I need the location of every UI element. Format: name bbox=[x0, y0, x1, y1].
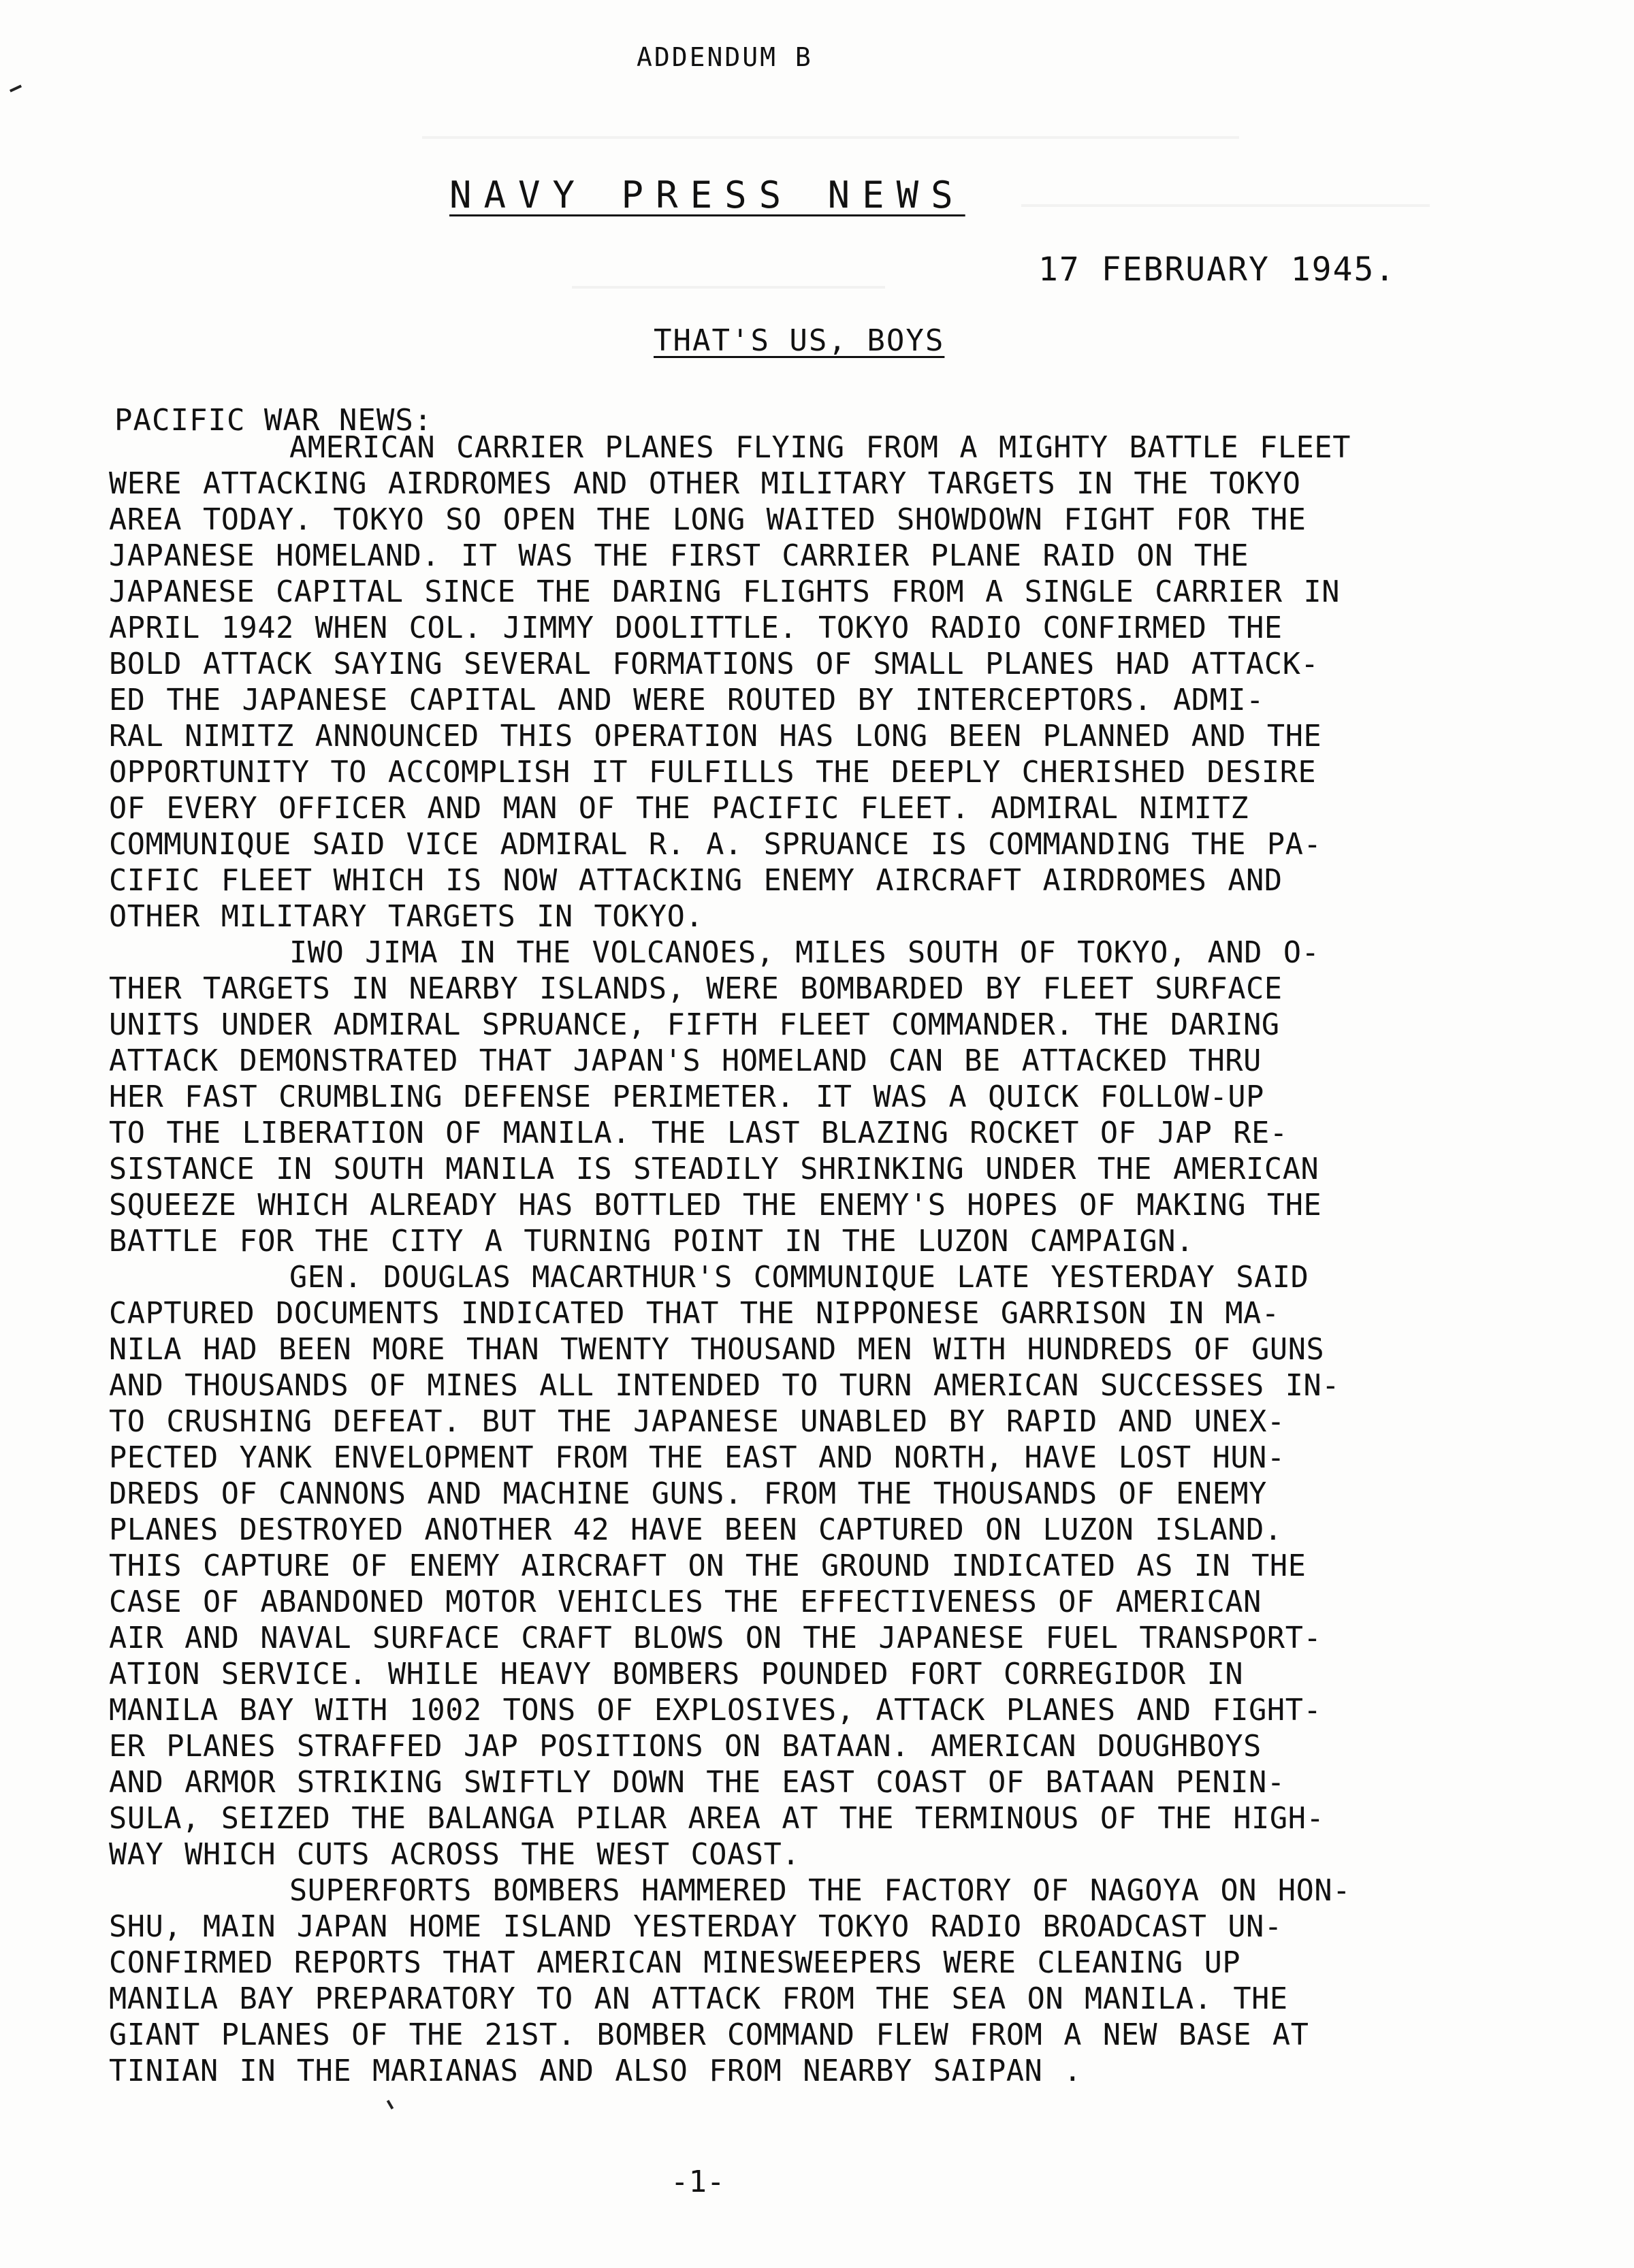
document-subtitle: THAT'S US, BOYS bbox=[654, 323, 945, 358]
bleed-through-texture bbox=[572, 259, 885, 289]
text-line: CONFIRMED REPORTS THAT AMERICAN MINESWEEPERS WERE CLEANING UP bbox=[109, 1946, 1241, 1980]
text-line: THIS CAPTURE OF ENEMY AIRCRAFT ON THE GROUND INDICATED AS IN THE bbox=[109, 1549, 1307, 1583]
text-line: PLANES DESTROYED ANOTHER 42 HAVE BEEN CAPTURED ON LUZON ISLAND. bbox=[109, 1513, 1283, 1547]
bleed-through-texture bbox=[1021, 177, 1430, 207]
text-line: SISTANCE IN SOUTH MANILA IS STEADILY SHRINKING UNDER THE AMERICAN bbox=[109, 1152, 1319, 1186]
text-line: UNITS UNDER ADMIRAL SPRUANCE, FIFTH FLEET COMMANDER. THE DARING bbox=[109, 1008, 1280, 1042]
text-line: DREDS OF CANNONS AND MACHINE GUNS. FROM THE THOUSANDS OF ENEMY bbox=[109, 1477, 1267, 1511]
text-line: WAY WHICH CUTS ACROSS THE WEST COAST. bbox=[109, 1838, 801, 1872]
text-line: SUPERFORTS BOMBERS HAMMERED THE FACTORY OF NAGOYA ON HON- bbox=[289, 1874, 1351, 1908]
text-line: APRIL 1942 WHEN COL. JIMMY DOOLITTLE. TOKYO RADIO CONFIRMED THE bbox=[109, 611, 1283, 645]
text-line: SULA, SEIZED THE BALANGA PILAR AREA AT THE TERMINOUS OF THE HIGH- bbox=[109, 1802, 1325, 1836]
text-line: HER FAST CRUMBLING DEFENSE PERIMETER. IT WAS A QUICK FOLLOW-UP bbox=[109, 1080, 1264, 1114]
text-line: THER TARGETS IN NEARBY ISLANDS, WERE BOMBARDED BY FLEET SURFACE bbox=[109, 972, 1283, 1006]
document-title: NAVY PRESS NEWS bbox=[449, 174, 965, 216]
text-line: GEN. DOUGLAS MACARTHUR'S COMMUNIQUE LATE YESTERDAY SAID bbox=[289, 1261, 1309, 1295]
text-line: PECTED YANK ENVELOPMENT FROM THE EAST AND NORTH, HAVE LOST HUN- bbox=[109, 1441, 1285, 1475]
article-body bbox=[109, 430, 1525, 2090]
text-line: AIR AND NAVAL SURFACE CRAFT BLOWS ON THE JAPANESE FUEL TRANSPORT- bbox=[109, 1621, 1322, 1655]
text-line: OPPORTUNITY TO ACCOMPLISH IT FULFILLS THE DEEPLY CHERISHED DESIRE bbox=[109, 756, 1317, 790]
text-line: CIFIC FLEET WHICH IS NOW ATTACKING ENEMY AIRCRAFT AIRDROMES AND bbox=[109, 864, 1283, 898]
text-line: ATTACK DEMONSTRATED THAT JAPAN'S HOMELAND CAN BE ATTACKED THRU bbox=[109, 1044, 1262, 1078]
section-heading: PACIFIC WAR NEWS: bbox=[114, 403, 433, 438]
text-line: BOLD ATTACK SAYING SEVERAL FORMATIONS OF SMALL PLANES HAD ATTACK- bbox=[109, 647, 1319, 681]
text-line: MANILA BAY PREPARATORY TO AN ATTACK FROM THE SEA ON MANILA. THE bbox=[109, 1982, 1288, 2016]
text-line: RAL NIMITZ ANNOUNCED THIS OPERATION HAS LONG BEEN PLANNED AND THE bbox=[109, 719, 1322, 754]
text-line: JAPANESE HOMELAND. IT WAS THE FIRST CARRIER PLANE RAID ON THE bbox=[109, 539, 1249, 573]
text-line: CASE OF ABANDONED MOTOR VEHICLES THE EFFECTIVENESS OF AMERICAN bbox=[109, 1585, 1262, 1619]
addendum-label: ADDENDUM B bbox=[637, 42, 813, 72]
text-line: WERE ATTACKING AIRDROMES AND OTHER MILITARY TARGETS IN THE TOKYO bbox=[109, 467, 1301, 501]
text-line: TO CRUSHING DEFEAT. BUT THE JAPANESE UNABLED BY RAPID AND UNEX- bbox=[109, 1405, 1285, 1439]
text-line: JAPANESE CAPITAL SINCE THE DARING FLIGHTS FROM A SINGLE CARRIER IN bbox=[109, 575, 1341, 609]
stray-ink-mark bbox=[10, 84, 22, 92]
text-line: SHU, MAIN JAPAN HOME ISLAND YESTERDAY TOKYO RADIO BROADCAST UN- bbox=[109, 1910, 1283, 1944]
text-line: AMERICAN CARRIER PLANES FLYING FROM A MIGHTY BATTLE FLEET bbox=[289, 431, 1351, 465]
text-line: ATION SERVICE. WHILE HEAVY BOMBERS POUNDED FORT CORREGIDOR IN bbox=[109, 1657, 1244, 1691]
text-line: ED THE JAPANESE CAPITAL AND WERE ROUTED BY INTERCEPTORS. ADMI- bbox=[109, 683, 1264, 717]
text-line: TINIAN IN THE MARIANAS AND ALSO FROM NEARBY SAIPAN . bbox=[109, 2054, 1083, 2088]
text-line: CAPTURED DOCUMENTS INDICATED THAT THE NIPPONESE GARRISON IN MA- bbox=[109, 1297, 1280, 1331]
text-line: GIANT PLANES OF THE 21ST. BOMBER COMMAND FLEW FROM A NEW BASE AT bbox=[109, 2018, 1309, 2052]
document-date: 17 FEBRUARY 1945. bbox=[1038, 250, 1396, 289]
text-line: AND ARMOR STRIKING SWIFTLY DOWN THE EAST COAST OF BATAAN PENIN- bbox=[109, 1766, 1285, 1800]
text-line: AND THOUSANDS OF MINES ALL INTENDED TO TURN AMERICAN SUCCESSES IN- bbox=[109, 1369, 1341, 1403]
text-line: MANILA BAY WITH 1002 TONS OF EXPLOSIVES, ATTACK PLANES AND FIGHT- bbox=[109, 1694, 1322, 1728]
text-line: AREA TODAY. TOKYO SO OPEN THE LONG WAITED SHOWDOWN FIGHT FOR THE bbox=[109, 503, 1307, 537]
page-number: -1- bbox=[671, 2165, 725, 2199]
text-line: NILA HAD BEEN MORE THAN TWENTY THOUSAND MEN WITH HUNDREDS OF GUNS bbox=[109, 1333, 1325, 1367]
text-line: ER PLANES STRAFFED JAP POSITIONS ON BATAAN. AMERICAN DOUGHBOYS bbox=[109, 1730, 1262, 1764]
text-line: OTHER MILITARY TARGETS IN TOKYO. bbox=[109, 900, 704, 934]
text-line: COMMUNIQUE SAID VICE ADMIRAL R. A. SPRUANCE IS COMMANDING THE PA- bbox=[109, 828, 1322, 862]
stray-ink-mark bbox=[387, 2100, 394, 2109]
bleed-through-texture bbox=[422, 95, 1239, 139]
text-line: BATTLE FOR THE CITY A TURNING POINT IN THE LUZON CAMPAIGN. bbox=[109, 1225, 1194, 1259]
text-line: IWO JIMA IN THE VOLCANOES, MILES SOUTH OF TOKYO, AND O- bbox=[289, 936, 1320, 970]
text-line: OF EVERY OFFICER AND MAN OF THE PACIFIC FLEET. ADMIRAL NIMITZ bbox=[109, 792, 1249, 826]
text-line: TO THE LIBERATION OF MANILA. THE LAST BLAZING ROCKET OF JAP RE- bbox=[109, 1116, 1288, 1150]
text-line: SQUEEZE WHICH ALREADY HAS BOTTLED THE ENEMY'S HOPES OF MAKING THE bbox=[109, 1188, 1322, 1222]
